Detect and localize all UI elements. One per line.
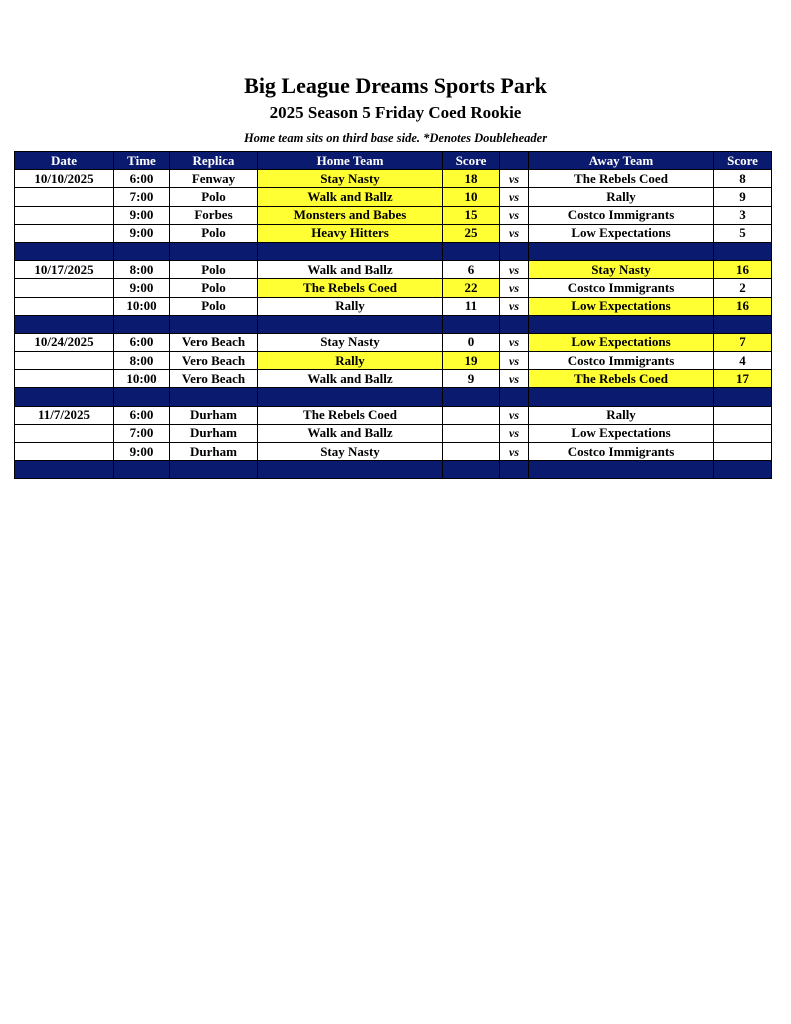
home-team-cell: The Rebels Coed <box>258 279 443 297</box>
away-score-cell: 17 <box>714 370 772 388</box>
time-cell: 7:00 <box>114 188 170 206</box>
time-cell: 6:00 <box>114 406 170 424</box>
away-team-cell: Rally <box>529 406 714 424</box>
away-team-cell: Low Expectations <box>529 424 714 442</box>
col-vs-header <box>500 152 529 170</box>
home-score-cell <box>443 443 500 461</box>
replica-cell: Fenway <box>170 170 258 188</box>
game-row <box>15 333 772 351</box>
time-cell: 7:00 <box>114 424 170 442</box>
time-cell: 9:00 <box>114 443 170 461</box>
vs-cell: vs <box>500 206 529 224</box>
away-team-cell: Stay Nasty <box>529 261 714 279</box>
away-team-cell: Costco Immigrants <box>529 279 714 297</box>
home-score-cell: 0 <box>443 333 500 351</box>
away-score-cell: 8 <box>714 170 772 188</box>
replica-cell: Polo <box>170 297 258 315</box>
date-cell <box>15 424 114 442</box>
replica-cell: Polo <box>170 279 258 297</box>
vs-cell: vs <box>500 424 529 442</box>
replica-cell: Forbes <box>170 206 258 224</box>
vs-cell: vs <box>500 333 529 351</box>
away-team-cell: Low Expectations <box>529 297 714 315</box>
time-cell: 10:00 <box>114 370 170 388</box>
home-team-cell: Walk and Ballz <box>258 370 443 388</box>
away-team-cell: Costco Immigrants <box>529 443 714 461</box>
away-team-cell: The Rebels Coed <box>529 370 714 388</box>
date-cell <box>15 297 114 315</box>
vs-cell: vs <box>500 370 529 388</box>
home-score-cell: 15 <box>443 206 500 224</box>
date-cell <box>15 279 114 297</box>
date-cell <box>15 224 114 242</box>
vs-cell: vs <box>500 261 529 279</box>
away-score-cell: 9 <box>714 188 772 206</box>
home-score-cell: 22 <box>443 279 500 297</box>
col-replica-header: Replica <box>170 152 258 170</box>
replica-cell: Polo <box>170 261 258 279</box>
home-team-cell: Rally <box>258 297 443 315</box>
game-row <box>15 370 772 388</box>
col-home-team-header: Home Team <box>258 152 443 170</box>
away-score-cell: 3 <box>714 206 772 224</box>
time-cell: 8:00 <box>114 352 170 370</box>
away-score-cell: 4 <box>714 352 772 370</box>
home-score-cell <box>443 406 500 424</box>
col-date-header: Date <box>15 152 114 170</box>
col-away-score-header: Score <box>714 152 772 170</box>
away-team-cell: Costco Immigrants <box>529 352 714 370</box>
home-score-cell: 9 <box>443 370 500 388</box>
home-score-cell: 6 <box>443 261 500 279</box>
away-score-cell <box>714 424 772 442</box>
home-team-cell: Stay Nasty <box>258 170 443 188</box>
game-row <box>15 206 772 224</box>
game-row <box>15 188 772 206</box>
home-score-cell: 25 <box>443 224 500 242</box>
schedule-table <box>14 151 772 479</box>
vs-cell: vs <box>500 297 529 315</box>
home-team-cell: Walk and Ballz <box>258 424 443 442</box>
game-row <box>15 279 772 297</box>
game-row <box>15 424 772 442</box>
home-team-cell: Heavy Hitters <box>258 224 443 242</box>
away-team-cell: Rally <box>529 188 714 206</box>
vs-cell: vs <box>500 224 529 242</box>
time-cell: 8:00 <box>114 261 170 279</box>
col-home-score-header: Score <box>443 152 500 170</box>
vs-cell: vs <box>500 443 529 461</box>
home-team-cell: Walk and Ballz <box>258 188 443 206</box>
home-score-cell: 18 <box>443 170 500 188</box>
vs-cell: vs <box>500 188 529 206</box>
date-cell <box>15 352 114 370</box>
away-score-cell: 2 <box>714 279 772 297</box>
game-row <box>15 443 772 461</box>
replica-cell: Durham <box>170 406 258 424</box>
away-score-cell: 16 <box>714 297 772 315</box>
header-row <box>15 152 772 170</box>
home-team-cell: Walk and Ballz <box>258 261 443 279</box>
vs-cell: vs <box>500 279 529 297</box>
replica-cell: Durham <box>170 424 258 442</box>
date-cell <box>15 206 114 224</box>
game-row <box>15 224 772 242</box>
away-score-cell <box>714 443 772 461</box>
week-separator <box>15 242 772 260</box>
replica-cell: Polo <box>170 188 258 206</box>
time-cell: 9:00 <box>114 279 170 297</box>
home-score-cell: 11 <box>443 297 500 315</box>
date-cell <box>15 443 114 461</box>
home-team-cell: Stay Nasty <box>258 333 443 351</box>
home-team-cell: Monsters and Babes <box>258 206 443 224</box>
time-cell: 6:00 <box>114 170 170 188</box>
game-row <box>15 297 772 315</box>
replica-cell: Vero Beach <box>170 333 258 351</box>
vs-cell: vs <box>500 352 529 370</box>
time-cell: 6:00 <box>114 333 170 351</box>
game-row <box>15 352 772 370</box>
week-separator <box>15 315 772 333</box>
date-cell: 11/7/2025 <box>15 406 114 424</box>
game-row <box>15 406 772 424</box>
week-separator <box>15 461 772 479</box>
time-cell: 9:00 <box>114 224 170 242</box>
time-cell: 10:00 <box>114 297 170 315</box>
home-score-cell: 19 <box>443 352 500 370</box>
replica-cell: Durham <box>170 443 258 461</box>
replica-cell: Vero Beach <box>170 370 258 388</box>
home-team-cell: Rally <box>258 352 443 370</box>
page-title: Big League Dreams Sports Park <box>244 73 547 98</box>
date-cell <box>15 370 114 388</box>
away-score-cell: 5 <box>714 224 772 242</box>
week-separator <box>15 388 772 406</box>
col-time-header: Time <box>114 152 170 170</box>
home-score-cell <box>443 424 500 442</box>
date-cell: 10/17/2025 <box>15 261 114 279</box>
schedule-note: Home team sits on third base side. *Denotes Doubleheader <box>243 131 548 145</box>
date-cell: 10/10/2025 <box>15 170 114 188</box>
away-score-cell: 7 <box>714 333 772 351</box>
time-cell: 9:00 <box>114 206 170 224</box>
vs-cell: vs <box>500 170 529 188</box>
game-row <box>15 170 772 188</box>
date-cell: 10/24/2025 <box>15 333 114 351</box>
home-team-cell: The Rebels Coed <box>258 406 443 424</box>
home-score-cell: 10 <box>443 188 500 206</box>
away-team-cell: Low Expectations <box>529 224 714 242</box>
away-team-cell: The Rebels Coed <box>529 170 714 188</box>
game-row <box>15 261 772 279</box>
replica-cell: Vero Beach <box>170 352 258 370</box>
away-score-cell: 16 <box>714 261 772 279</box>
date-cell <box>15 188 114 206</box>
away-score-cell <box>714 406 772 424</box>
col-away-team-header: Away Team <box>529 152 714 170</box>
away-team-cell: Low Expectations <box>529 333 714 351</box>
home-team-cell: Stay Nasty <box>258 443 443 461</box>
away-team-cell: Costco Immigrants <box>529 206 714 224</box>
vs-cell: vs <box>500 406 529 424</box>
replica-cell: Polo <box>170 224 258 242</box>
schedule-body <box>15 170 772 479</box>
page-subtitle: 2025 Season 5 Friday Coed Rookie <box>269 103 522 122</box>
